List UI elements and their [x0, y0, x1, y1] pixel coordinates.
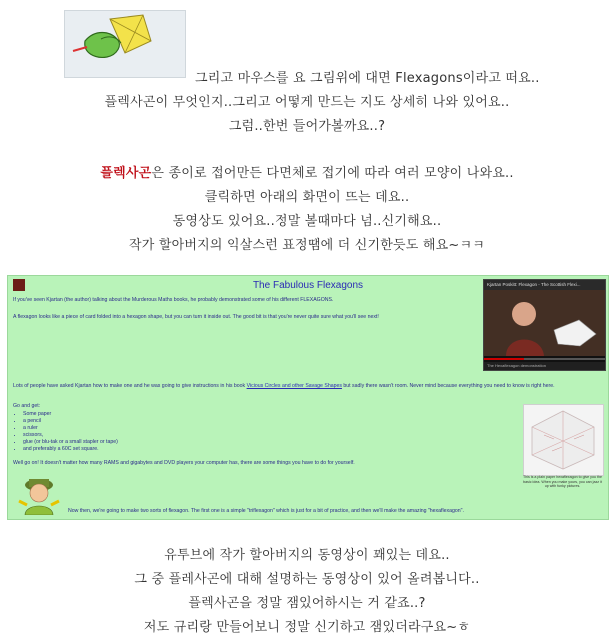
top-line-1: 그리고 마우스를 요 그림위에 대면 Flexagons이라고 떠요..: [195, 71, 540, 86]
supply-item: • a pencil: [23, 418, 323, 425]
bottom-line-3: 플렉사곤을 정말 잼있어하시는 거 같죠..?: [188, 596, 426, 611]
flexagons-website-screenshot[interactable]: [7, 275, 609, 520]
two-sorts-paragraph: Now then, we're going to make two sorts of flexagon. The first one is a simple "triflexagon" which is just for a bit of practice, and then we'll make the amazing "hexaflexagon".: [68, 508, 464, 514]
intro-paragraph: If you've seen Kjartan (the author) talking about the Murderous Maths books, he probably demonstrated some of his different FLEXAGONS.: [13, 297, 334, 303]
hexaflexagon-caption: This is a plain paper hexaflexagon to give you the basic idea. When you make yours, you can jazz it up with funky pictures.: [523, 475, 602, 489]
bottom-line-2: 그 중 플레사곤에 대해 설명하는 동영상이 있어 올려봅니다..: [134, 572, 480, 587]
middle-line-4: 작가 할아버지의 익살스런 표정땜에 더 신기한듯도 해요~ㅋㅋ: [128, 238, 486, 253]
bottom-line-4: 저도 규리랑 만들어보니 정말 신기하고 잼있더라구요~ㅎ: [143, 620, 471, 635]
bottom-line-1: 유투브에 작가 할아버지의 동영상이 꽤있는 데요..: [164, 548, 450, 563]
middle-line-1: [0, 162, 614, 181]
supply-item: • scissors,: [23, 432, 323, 439]
video-frame: [484, 290, 605, 356]
supply-item: • glue (or blu-tak or a small stapler or tape): [23, 439, 323, 446]
supplies-list: [13, 411, 323, 453]
supply-item: • a ruler: [23, 425, 323, 432]
author-cartoon: [15, 471, 63, 515]
top-line-3: 그럼..한번 들어가볼까요..?: [228, 119, 386, 134]
flexagon-keyword: 플렉사곤: [100, 166, 152, 181]
do-it-yourself-paragraph: Well go on! It doesn't matter how many RAMS and gigabytes and DVD players your computer has, there are some things you have to do for yourself.: [13, 460, 355, 466]
middle-line-3: 동영상도 있어요..정말 볼때마다 넘..신기해요..: [172, 214, 442, 229]
top-line-2: 플렉사곤이 무엇인지..그리고 어떻게 만드는 지도 상세히 나와 있어요..: [104, 95, 510, 110]
supply-item: • and preferably a 60C set square.: [23, 446, 323, 453]
supply-item: • Some paper: [23, 411, 323, 418]
hand-kite-illustration: [65, 11, 185, 77]
video-title: Kjartan Poskitt: Flexagon - The Scottish Flexi...: [484, 280, 605, 290]
hand-kite-image[interactable]: [64, 10, 186, 78]
hexaflexagon-illustration: [524, 405, 603, 475]
flexagon-description: A flexagon looks like a piece of card folded into a hexagon shape, but you can turn it inside out. The good bit is that you're never quite sure what you'll see next!: [13, 314, 379, 320]
video-player[interactable]: [483, 279, 606, 371]
instructions-text-post: but sadly there wasn't room. Never mind because everything you need to know is right here.: [341, 383, 555, 389]
instructions-paragraph: [13, 383, 605, 390]
go-and-get-label: Go and get:: [13, 403, 41, 409]
hexaflexagon-image[interactable]: [523, 404, 604, 476]
middle-line-1-rest: 은 종이로 접어만든 다면체로 접기에 따라 여러 모양이 나와요..: [151, 166, 514, 181]
video-caption: The Hexaflexagon demonstration: [484, 362, 605, 370]
book-link[interactable]: Vicious Circles and other Savage Shapes: [246, 383, 342, 389]
site-title: The Fabulous Flexagons: [252, 280, 364, 291]
video-progress-fill: [484, 358, 524, 360]
instructions-text-pre: Lots of people have asked Kjartan how to make one and he was going to give instructions in his book: [13, 383, 247, 389]
middle-line-2: 클릭하면 아래의 화면이 뜨는 데요..: [204, 190, 410, 205]
